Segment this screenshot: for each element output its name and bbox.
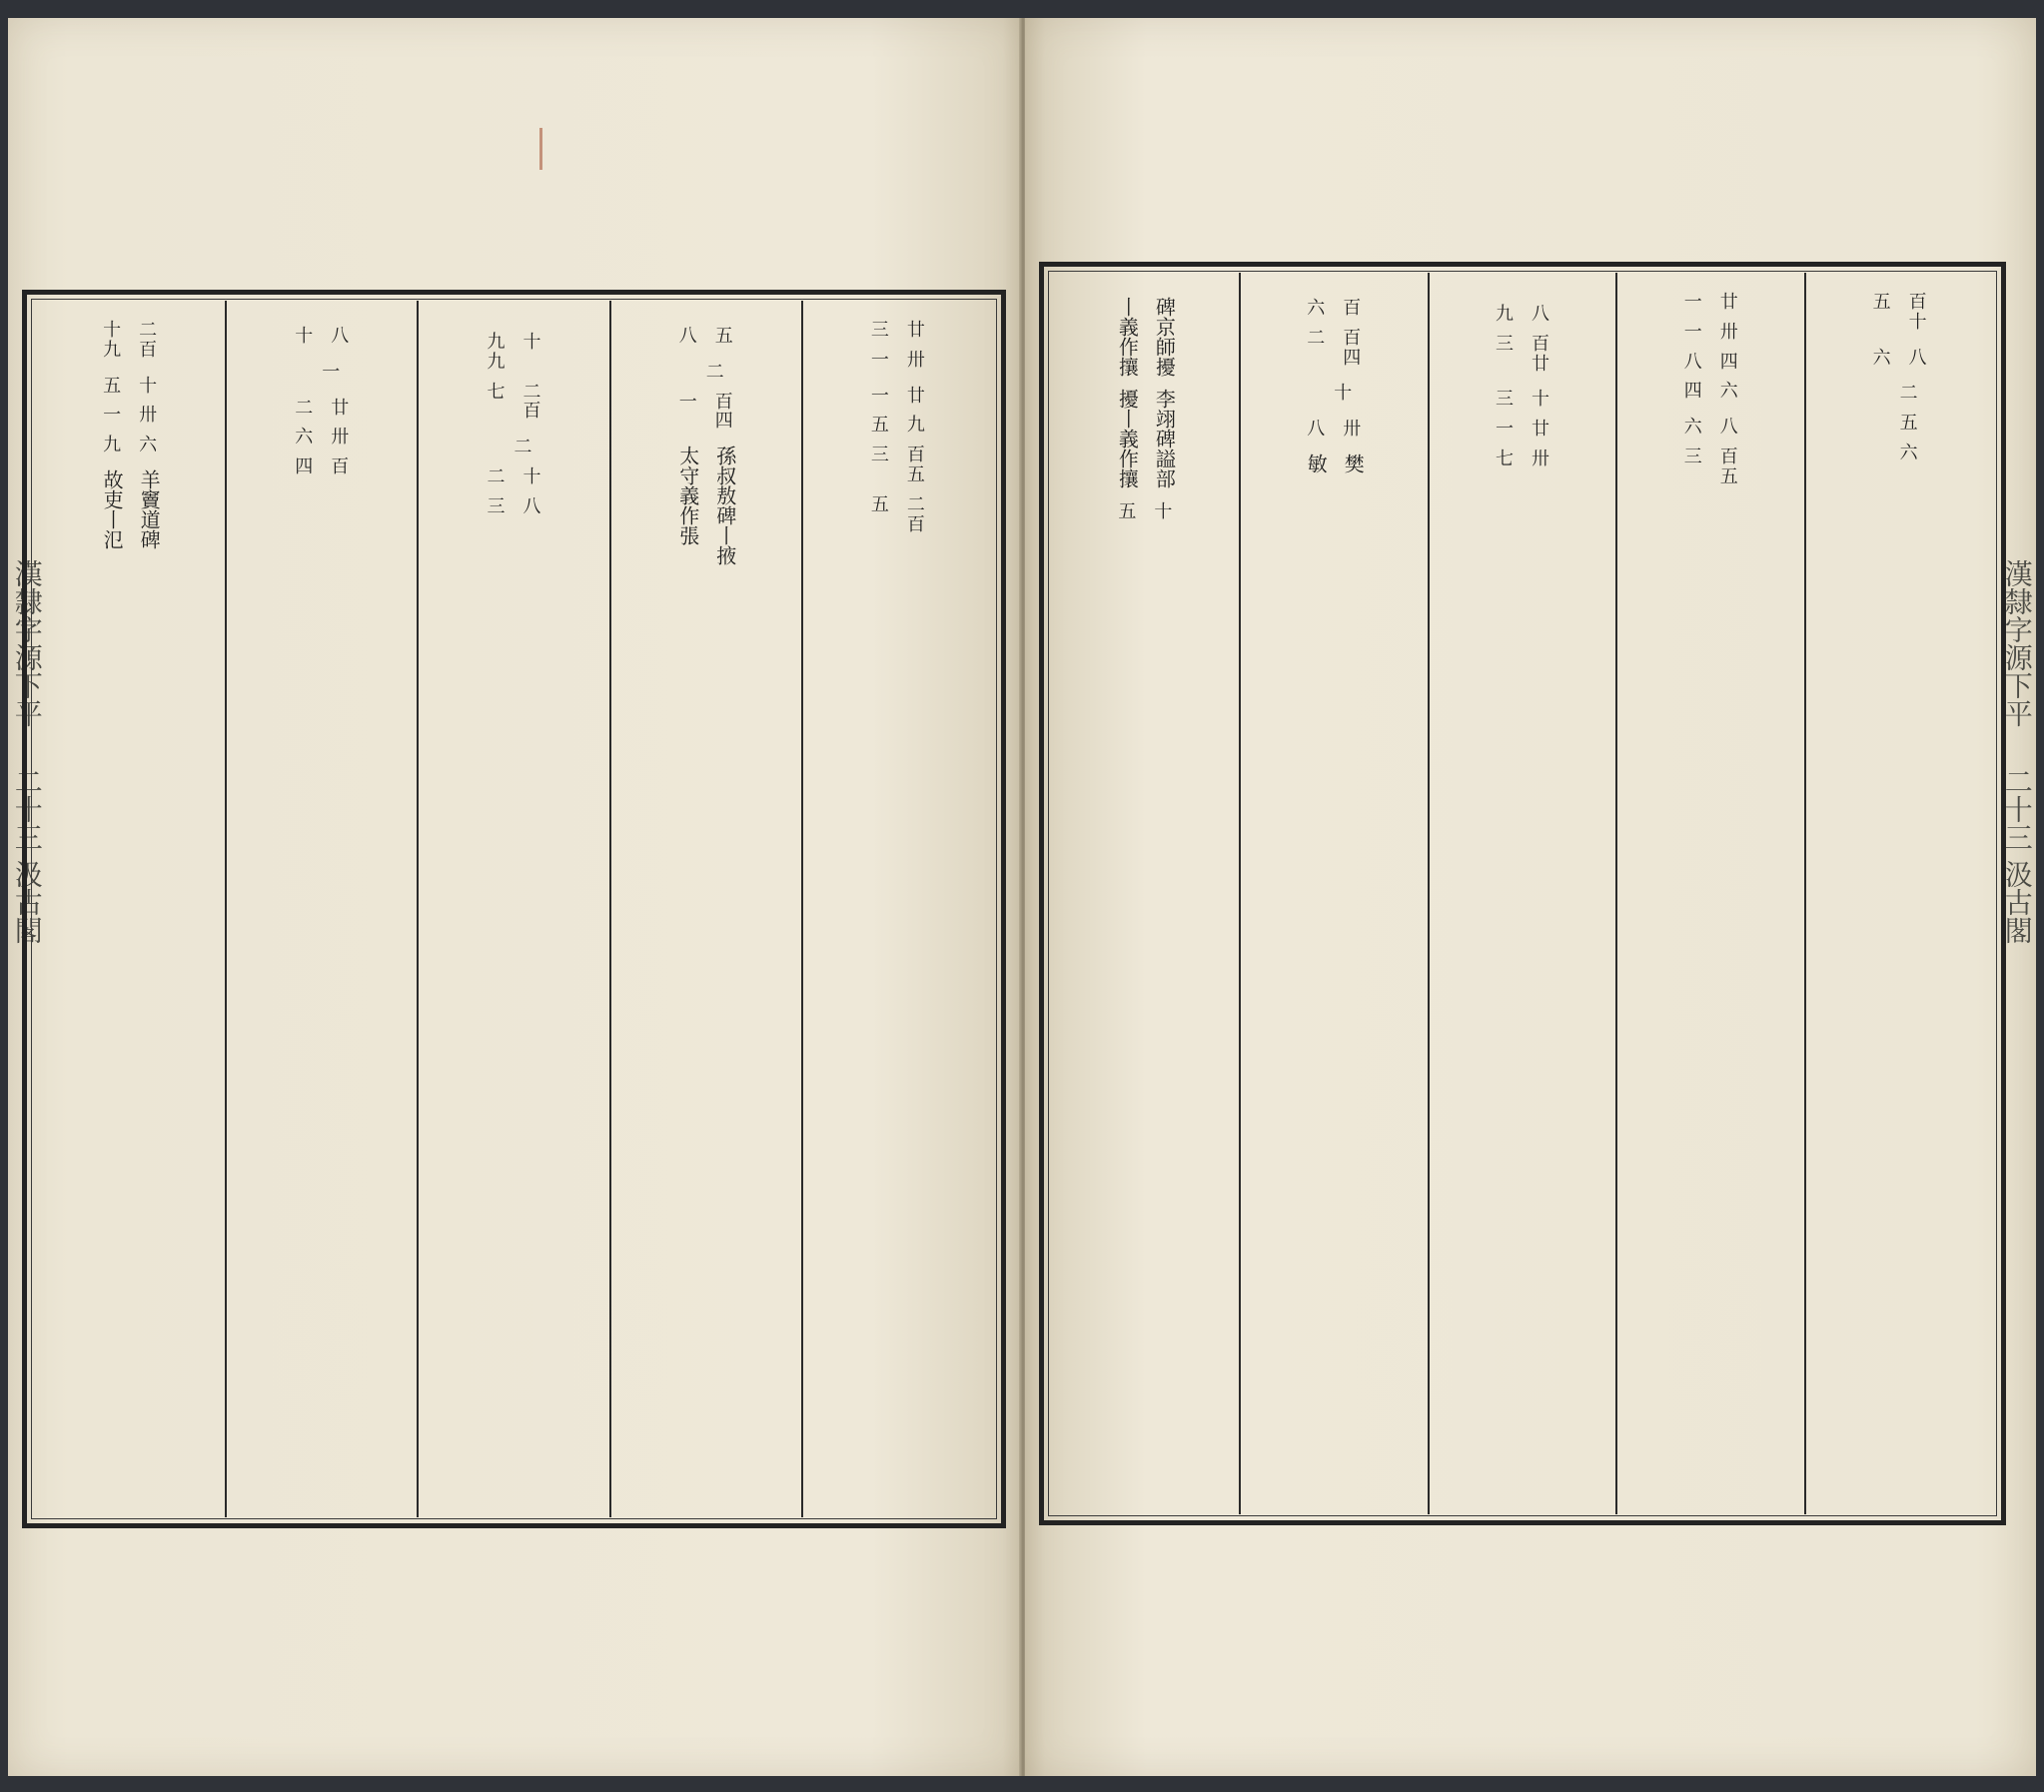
reference-left	[1307, 329, 1325, 369]
reference-numeral: 廿	[1532, 419, 1549, 441]
left-text-frame	[22, 290, 1006, 1528]
reference-right	[522, 333, 540, 373]
reference-numeral: 百	[1908, 292, 1927, 313]
reference-right	[1900, 444, 1918, 463]
reference-numeral: 八	[331, 326, 350, 347]
reference-right	[1532, 390, 1549, 410]
reference-numeral: 四	[295, 456, 314, 478]
reference-left	[295, 399, 313, 419]
reference-numeral: 一	[870, 385, 889, 407]
source-reference	[1684, 382, 1738, 402]
annotation-line: 碑京師擾	[1152, 297, 1177, 377]
reference-numeral: 百	[522, 401, 541, 423]
reference-left	[103, 436, 121, 455]
source-reference	[487, 333, 540, 373]
reference-numeral: 卅	[906, 349, 925, 371]
source-reference	[295, 428, 349, 448]
reference-numeral: 八	[522, 495, 541, 517]
reference-right	[331, 428, 349, 448]
annotation-line: 敏	[1304, 452, 1329, 473]
reference-numeral: 二	[1307, 327, 1326, 349]
reference-right	[715, 393, 733, 433]
reference-numeral: 二	[705, 361, 724, 383]
reference-numeral: 廿	[906, 320, 925, 341]
reference-right	[1343, 299, 1361, 319]
source-reference	[1496, 390, 1549, 410]
reference-numeral: 五	[1899, 413, 1918, 435]
reference-right	[139, 436, 157, 455]
source-reference	[1882, 444, 1918, 463]
annotation-line: 樊	[1341, 452, 1366, 473]
reference-numeral: 九	[487, 351, 506, 373]
reference-numeral: 廿	[1532, 353, 1549, 375]
text-column	[609, 301, 801, 1517]
reference-numeral: 三	[870, 320, 889, 341]
reference-right	[1532, 305, 1549, 325]
left-fold-title: 漢隸字源下平	[10, 559, 44, 727]
reference-numeral: 六	[1683, 417, 1702, 439]
source-reference	[871, 446, 925, 485]
reference-numeral: 三	[870, 445, 889, 466]
reference-right	[139, 321, 157, 361]
reference-left	[679, 393, 697, 433]
reference-numeral: 一	[322, 361, 341, 383]
reference-right	[907, 416, 925, 436]
reference-numeral: 十	[522, 465, 541, 487]
reference-right	[1720, 353, 1738, 373]
source-reference	[487, 497, 540, 517]
reference-left	[487, 467, 505, 487]
reference-numeral: 十	[1154, 501, 1173, 522]
reference-left	[1307, 299, 1325, 319]
reference-right	[907, 446, 925, 485]
source-reference	[103, 436, 157, 455]
reference-right	[706, 363, 724, 383]
left-columns	[35, 301, 993, 1517]
source-reference	[679, 393, 733, 433]
reference-numeral: 八	[1683, 351, 1702, 373]
source-reference	[103, 377, 157, 397]
reference-numeral: 六	[1872, 347, 1891, 369]
reference-numeral: 十	[1532, 389, 1549, 411]
reference-numeral: 四	[1343, 347, 1362, 369]
reference-right	[907, 495, 925, 535]
source-reference	[304, 363, 340, 383]
reference-left	[871, 387, 889, 407]
text-column	[801, 301, 993, 1517]
reference-numeral: 一	[1683, 321, 1702, 343]
source-reference	[487, 383, 540, 423]
reference-numeral: 九	[1496, 304, 1514, 325]
source-reference	[1684, 323, 1738, 343]
annotation	[1115, 297, 1175, 377]
reference-numeral: 十	[1908, 311, 1927, 333]
source-reference	[871, 351, 925, 371]
reference-left	[487, 497, 505, 517]
reference-right	[139, 406, 157, 426]
reference-numeral: 卅	[139, 405, 158, 427]
source-reference	[688, 363, 724, 383]
annotation	[1115, 389, 1175, 488]
reference-right	[1720, 382, 1738, 402]
reference-right	[322, 363, 340, 383]
reference-left	[1873, 293, 1891, 333]
reference-right	[1900, 414, 1918, 434]
reference-numeral: 六	[295, 427, 314, 448]
annotation-line: 擾丨義作攘	[1115, 389, 1140, 488]
text-column	[225, 301, 417, 1517]
text-column	[1052, 273, 1239, 1514]
reference-numeral: 五	[103, 375, 122, 397]
reference-numeral: 卅	[1532, 448, 1549, 469]
reference-left	[1496, 305, 1514, 325]
reference-left	[1873, 349, 1891, 369]
source-reference	[295, 399, 349, 419]
reference-numeral: 四	[1683, 381, 1702, 403]
reference-numeral: 廿	[906, 385, 925, 407]
reference-numeral: 六	[1899, 442, 1918, 463]
right-fold-folio: 二十三 汲古閣	[2000, 767, 2034, 944]
annotation	[1304, 453, 1364, 473]
reference-numeral: 六	[139, 435, 158, 456]
reference-numeral: 百	[1532, 333, 1549, 355]
source-reference	[487, 467, 540, 487]
reference-numeral: 一	[678, 391, 697, 413]
reference-numeral: 八	[1532, 304, 1549, 325]
reference-numeral: 八	[1719, 417, 1738, 439]
reference-left	[1684, 293, 1702, 313]
reference-numeral: 五	[714, 326, 733, 347]
source-reference	[871, 387, 925, 407]
reference-numeral: 三	[1496, 333, 1514, 355]
reference-numeral: 三	[1683, 446, 1702, 467]
text-column	[1615, 273, 1804, 1514]
reference-right	[522, 497, 540, 517]
reference-numeral: 八	[678, 326, 697, 347]
text-column	[35, 301, 225, 1517]
reference-numeral: 百	[714, 391, 733, 413]
reference-numeral: 百	[139, 339, 158, 361]
reference-numeral: 三	[487, 495, 506, 517]
reference-numeral: 二	[1899, 383, 1918, 405]
source-reference	[1882, 384, 1918, 404]
reference-right	[1720, 323, 1738, 343]
red-ink-mark	[539, 128, 542, 170]
left-fold-folio: 二十三 汲古閣	[10, 767, 44, 944]
source-reference	[1118, 502, 1172, 522]
reference-left	[103, 321, 121, 361]
text-column	[1804, 273, 1993, 1514]
reference-right	[715, 327, 733, 347]
source-reference	[496, 438, 531, 457]
reference-numeral: 六	[1307, 298, 1326, 319]
source-reference	[1307, 420, 1361, 440]
reference-right	[1154, 502, 1172, 522]
reference-left	[1684, 353, 1702, 373]
source-reference	[103, 406, 157, 426]
reference-right	[1532, 420, 1549, 440]
source-reference	[1316, 384, 1352, 404]
reference-left	[1118, 502, 1136, 522]
reference-numeral: 四	[1719, 351, 1738, 373]
reference-numeral: 七	[487, 381, 506, 403]
reference-numeral: 二	[513, 437, 532, 458]
text-column	[1428, 273, 1616, 1514]
reference-numeral: 八	[1307, 419, 1326, 441]
reference-numeral: 九	[103, 435, 122, 456]
reference-right	[1334, 384, 1352, 404]
reference-right	[907, 387, 925, 407]
annotation	[100, 469, 160, 549]
reference-numeral: 廿	[1719, 292, 1738, 313]
reference-numeral: 一	[870, 349, 889, 371]
source-reference	[1496, 305, 1549, 325]
right-fold-title: 漢隸字源下平	[2000, 559, 2034, 727]
reference-left	[871, 321, 889, 341]
reference-left	[103, 377, 121, 397]
reference-left	[1684, 448, 1702, 487]
reference-left	[295, 428, 313, 448]
source-reference	[103, 321, 157, 361]
reference-numeral: 四	[714, 411, 733, 433]
reference-right	[513, 438, 531, 457]
reference-left	[1496, 390, 1514, 410]
reference-left	[295, 327, 313, 347]
reference-left	[1684, 382, 1702, 402]
reference-left	[871, 446, 889, 485]
reference-numeral: 百	[331, 456, 350, 478]
source-reference	[1684, 293, 1738, 313]
reference-left	[871, 416, 889, 436]
reference-numeral: 七	[1496, 448, 1514, 469]
reference-numeral: 二	[522, 381, 541, 403]
reference-numeral: 九	[906, 415, 925, 437]
reference-left	[1307, 420, 1325, 440]
source-reference	[679, 327, 733, 347]
reference-left	[1684, 418, 1702, 438]
reference-left	[1496, 335, 1514, 375]
source-reference	[1684, 418, 1738, 438]
annotation-line: 丨義作攘	[1115, 297, 1140, 377]
source-reference	[1496, 449, 1549, 469]
reference-right	[1720, 293, 1738, 313]
reference-numeral: 九	[487, 332, 506, 353]
reference-numeral: 十	[295, 326, 314, 347]
reference-numeral: 卅	[1719, 321, 1738, 343]
source-reference	[871, 416, 925, 436]
reference-right	[1909, 293, 1927, 333]
reference-numeral: 五	[1719, 465, 1738, 487]
annotation	[676, 446, 736, 565]
reference-right	[1532, 335, 1549, 375]
reference-numeral: 十	[103, 320, 122, 341]
source-reference	[1684, 448, 1738, 487]
reference-right	[1343, 329, 1361, 369]
reference-left	[487, 333, 505, 373]
reference-right	[907, 351, 925, 371]
text-column	[417, 301, 608, 1517]
reference-right	[1720, 448, 1738, 487]
reference-numeral: 十	[139, 375, 158, 397]
reference-left	[295, 457, 313, 477]
reference-numeral: 二	[487, 465, 506, 487]
reference-numeral: 一	[1683, 292, 1702, 313]
source-reference	[1873, 293, 1927, 333]
reference-numeral: 百	[906, 445, 925, 466]
reference-right	[907, 321, 925, 341]
reference-left	[679, 327, 697, 347]
annotation-line: 羊竇道碑	[137, 468, 162, 549]
reference-numeral: 百	[1343, 298, 1362, 319]
reference-right	[1909, 349, 1927, 369]
reference-numeral: 一	[1496, 419, 1514, 441]
reference-right	[331, 327, 349, 347]
reference-numeral: 百	[1343, 327, 1362, 349]
reference-numeral: 二	[139, 320, 158, 341]
right-columns	[1052, 273, 1993, 1514]
annotation-line: 故吏丨氾	[100, 468, 125, 549]
reference-numeral: 五	[870, 415, 889, 437]
source-reference	[1684, 353, 1738, 373]
reference-numeral: 二	[906, 493, 925, 515]
source-reference	[1496, 335, 1549, 375]
reference-numeral: 六	[1719, 381, 1738, 403]
reference-numeral: 百	[906, 513, 925, 535]
reference-right	[1532, 449, 1549, 469]
source-reference	[1307, 299, 1361, 319]
reference-numeral: 八	[1908, 347, 1927, 369]
reference-left	[1496, 420, 1514, 440]
reference-right	[139, 377, 157, 397]
reference-numeral: 五	[1872, 292, 1891, 313]
reference-numeral: 卅	[331, 427, 350, 448]
annotation-line: 太守義作張	[675, 446, 700, 546]
reference-numeral: 一	[103, 405, 122, 427]
reference-left	[871, 495, 889, 535]
reference-numeral: 九	[103, 339, 122, 361]
reference-left	[871, 351, 889, 371]
reference-numeral: 卅	[1343, 419, 1362, 441]
reference-numeral: 十	[522, 332, 541, 353]
reference-numeral: 廿	[331, 397, 350, 419]
source-reference	[1496, 420, 1549, 440]
reference-numeral: 三	[1496, 389, 1514, 411]
annotation-line: 孫叔敖碑丨掖	[712, 446, 737, 566]
reference-numeral: 二	[295, 397, 314, 419]
source-reference	[295, 327, 349, 347]
right-text-frame	[1039, 262, 2006, 1525]
reference-numeral: 五	[906, 463, 925, 485]
reference-numeral: 十	[1334, 383, 1353, 405]
source-reference	[871, 495, 925, 535]
annotation-line: 李翊碑謚部	[1152, 389, 1177, 488]
source-reference	[871, 321, 925, 341]
reference-right	[522, 467, 540, 487]
reference-right	[1720, 418, 1738, 438]
reference-left	[103, 406, 121, 426]
reference-right	[1900, 384, 1918, 404]
source-reference	[1882, 414, 1918, 434]
reference-left	[1496, 449, 1514, 469]
reference-right	[522, 383, 540, 423]
source-reference	[295, 457, 349, 477]
reference-numeral: 五	[870, 493, 889, 515]
reference-numeral: 五	[1118, 501, 1137, 522]
source-reference	[1873, 349, 1927, 369]
reference-left	[1684, 323, 1702, 343]
reference-numeral: 百	[1719, 446, 1738, 467]
reference-left	[487, 383, 505, 423]
source-reference	[1307, 329, 1361, 369]
reference-right	[1343, 420, 1361, 440]
reference-right	[331, 457, 349, 477]
reference-right	[331, 399, 349, 419]
text-column	[1239, 273, 1428, 1514]
